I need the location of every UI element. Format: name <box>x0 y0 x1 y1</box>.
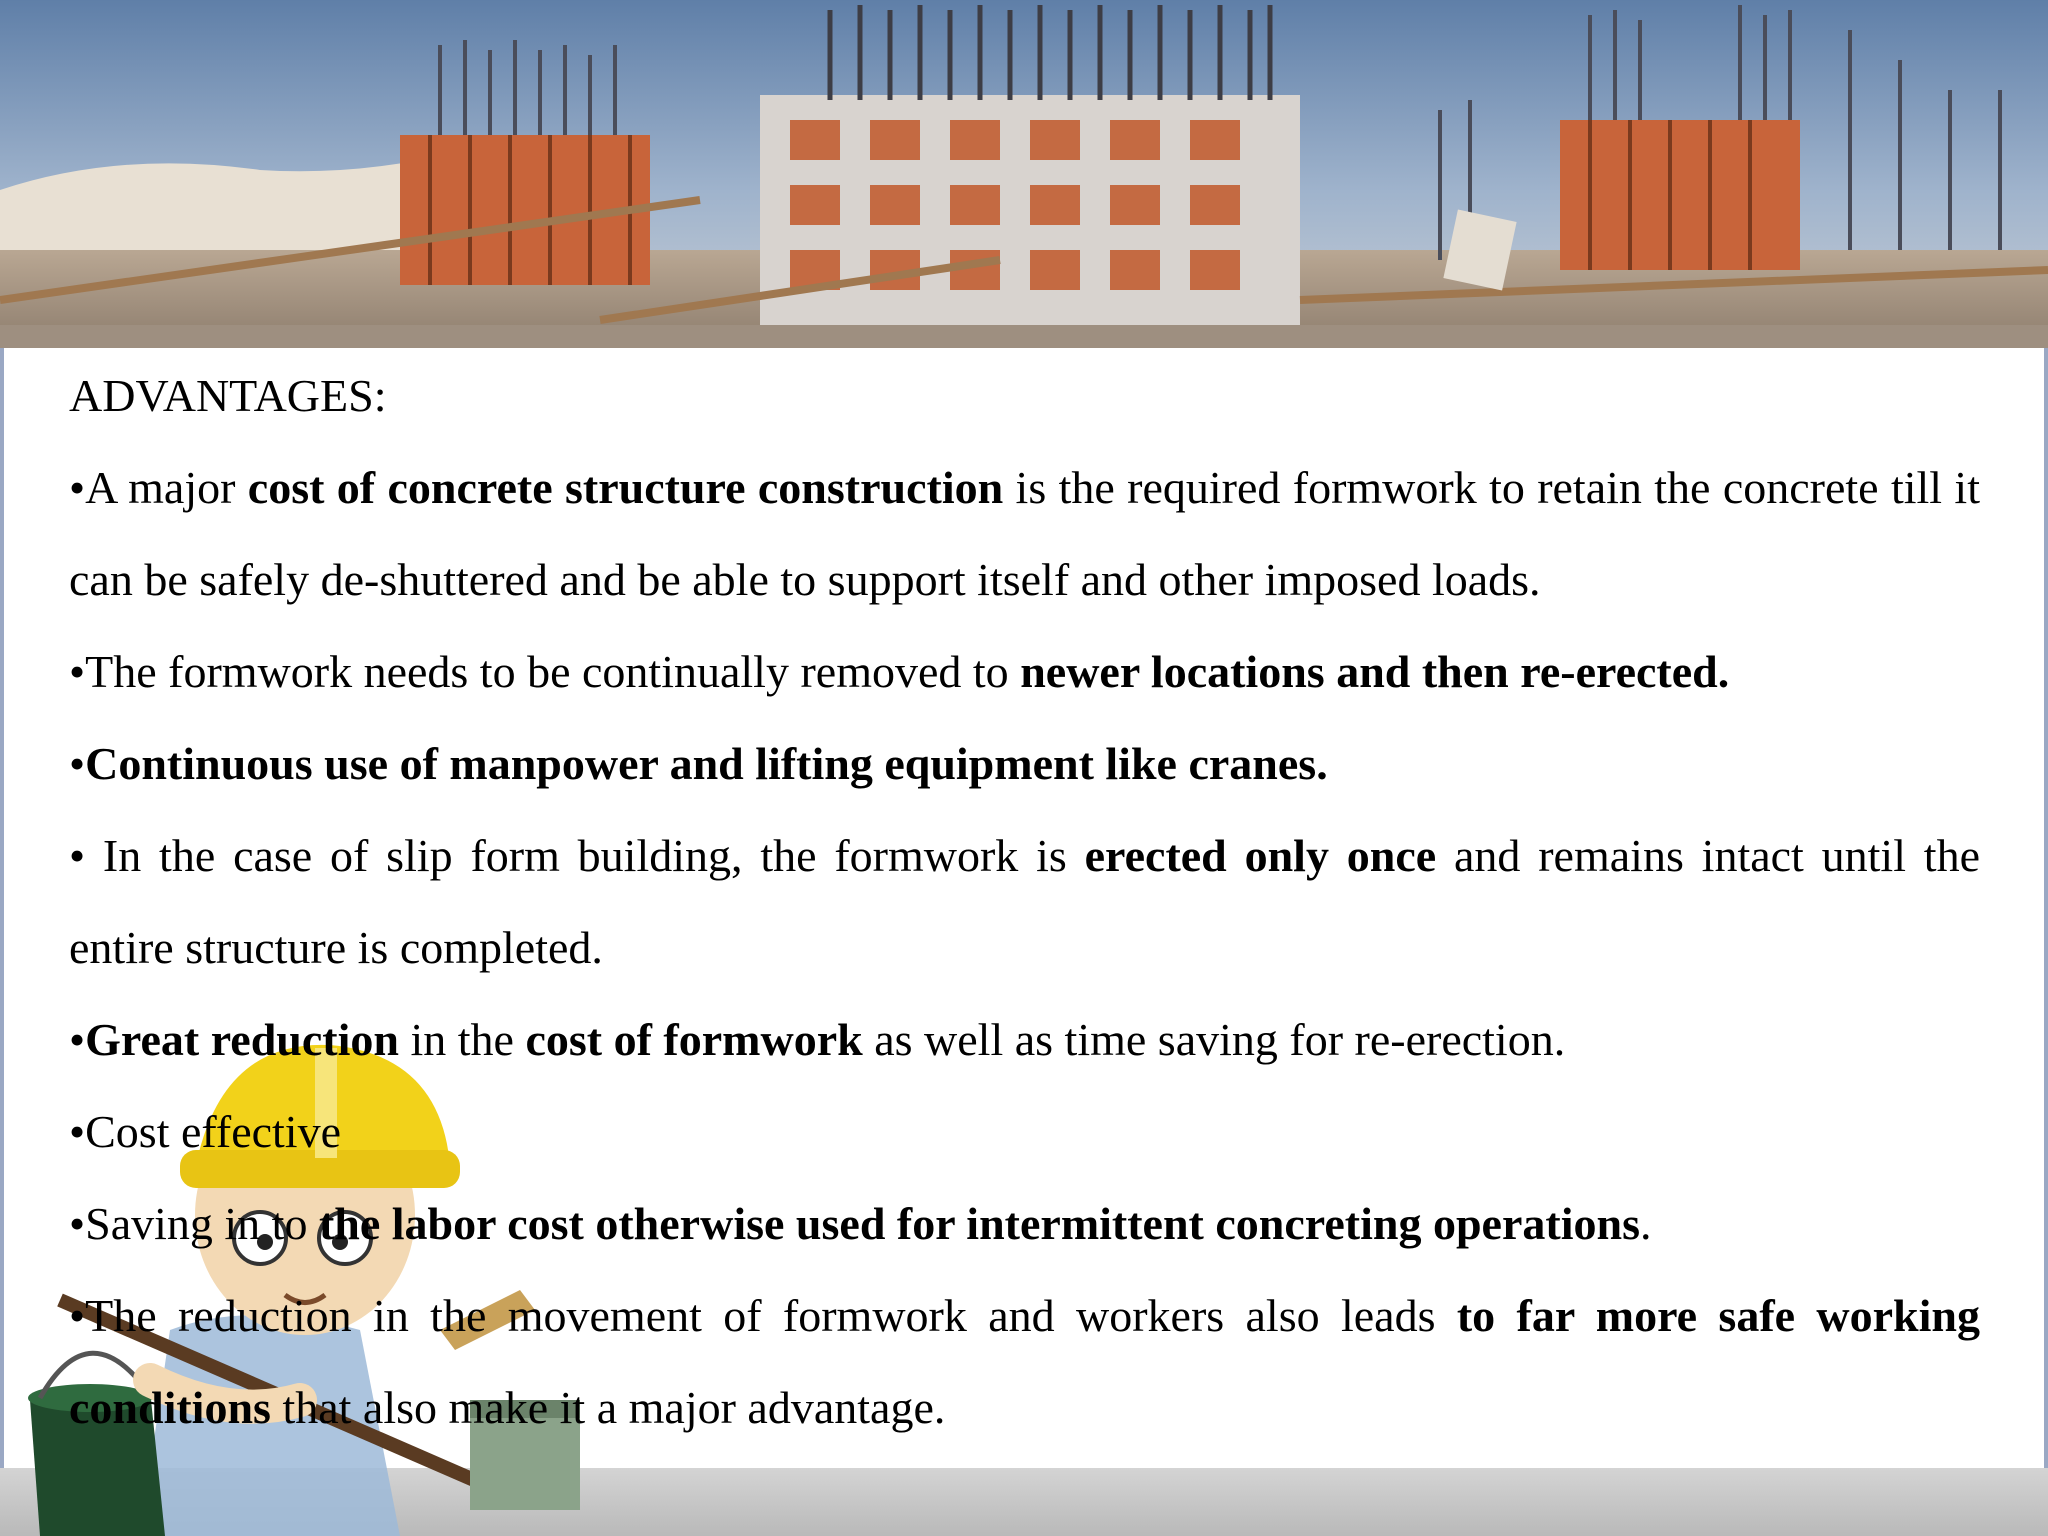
bullet-item: •Saving in to the labor cost otherwise used for intermittent concreting operations. <box>69 1198 1652 1249</box>
slide-right-border <box>2044 348 2048 1468</box>
advantages-heading: ADVANTAGES: <box>69 370 387 421</box>
bullet-item: • In the case of slip form building, the formwork is erected only once and remains intact until the entire structure is completed. <box>69 830 1981 973</box>
bullet-item: •A major cost of concrete structure construction is the required formwork to retain the concrete till it can be safely de-shuttered and be able to support itself and other imposed loads. <box>69 462 1980 605</box>
bullet-item: •Cost effective <box>69 1106 342 1157</box>
construction-site-banner-image <box>0 0 2048 348</box>
advantages-text-block <box>69 350 1980 1454</box>
bullet-item: •The formwork needs to be continually removed to newer locations and then re-erected. <box>69 646 1730 697</box>
bullet-item: •Great reduction in the cost of formwork as well as time saving for re-erection. <box>69 1014 1566 1065</box>
bullet-item: •The reduction in the movement of formwork and workers also leads to far more safe working conditions that also make it a major advantage. <box>69 1290 1980 1433</box>
bullet-item: •Continuous use of manpower and lifting equipment like cranes. <box>69 738 1328 789</box>
